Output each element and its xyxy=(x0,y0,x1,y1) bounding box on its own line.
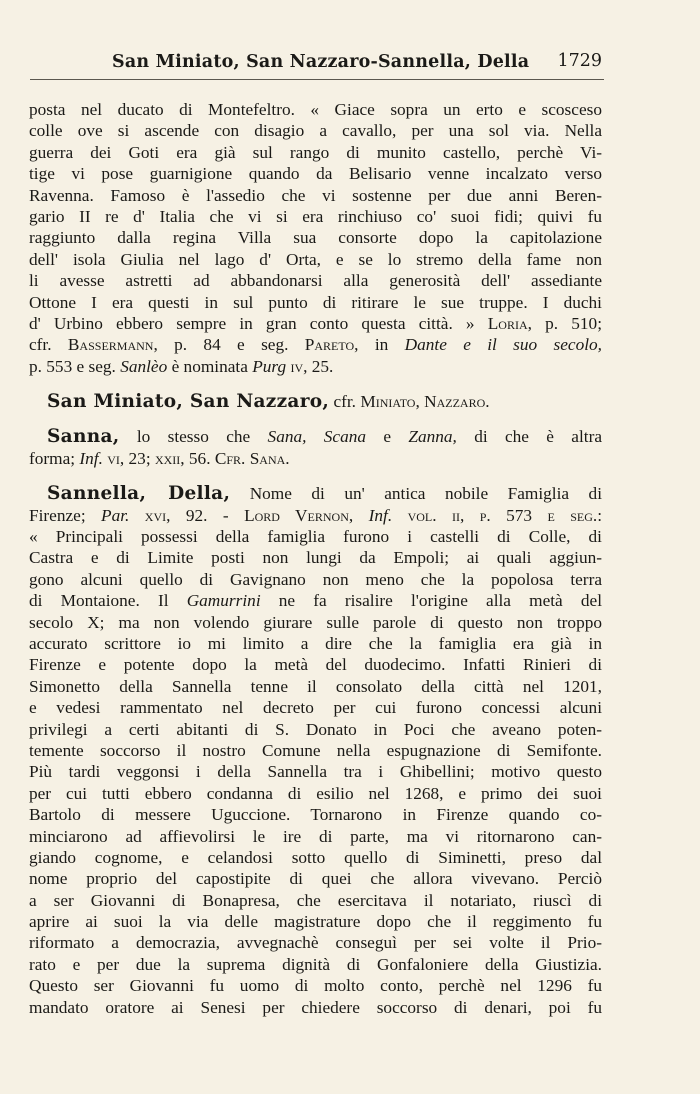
text-line: li avesse astretti ad abbandonarsi alla generosità dell' assediante xyxy=(29,271,602,291)
text-run: , xyxy=(348,505,369,525)
text-line: Più tardi veggonsi i della Sannella tra i Ghibellini; motivo questo xyxy=(29,762,602,782)
work-abbrev: Inf. xyxy=(79,448,103,468)
text-line xyxy=(29,590,602,611)
text-line: giando cognome, e celandosi sotto quello di Siminetti, preso dal xyxy=(29,847,602,867)
text-line: posta nel ducato di Montefeltro. « Giace sopra un erto e scosceso xyxy=(29,100,602,119)
text-run: vol. ii, p. 573 e seg.: xyxy=(392,505,602,525)
author-name: Loria xyxy=(487,313,528,333)
page-number: 1729 xyxy=(557,51,602,71)
spacer xyxy=(29,377,602,391)
text-line: secolo X; ma non volendo giurare sulle parole di questo non troppo xyxy=(29,612,602,632)
text-line: Bartolo di messere Uguccione. Tornarono in Firenze quando co- xyxy=(29,805,602,825)
text-run: Nome di un' antica nobile Famiglia di xyxy=(230,484,602,504)
text-run: cfr. xyxy=(329,392,361,412)
text-run: , in xyxy=(354,335,405,355)
entry-sannella xyxy=(29,483,602,1018)
entry-sanna xyxy=(29,426,602,469)
text-run: e xyxy=(366,427,409,447)
text-run: . xyxy=(485,392,490,412)
paragraph-montefeltro xyxy=(29,99,602,377)
text-run: ne fa risalire l'origine alla metà del xyxy=(260,591,602,611)
text-line: nome proprio del capostipite di quei che allora vivevano. Perciò xyxy=(29,869,602,889)
cross-reference: Nazzaro xyxy=(424,392,486,412)
text-line: Castra e di Limite posti non lungi da Empoli; ai quali aggiun- xyxy=(29,548,602,568)
cross-reference: Sana xyxy=(249,448,286,468)
text-line: Ottone I era questi in sul punto di ritirare le sue truppe. I duchi xyxy=(29,292,602,312)
text-line xyxy=(29,391,602,412)
text-line: aprire ai suoi la via delle magistrature dopo che il reggimento fu xyxy=(29,912,602,932)
text-run: d' Urbino ebbero sempre in gran conto questa città. » xyxy=(29,313,488,333)
text-line: dell' isola Giulia nel lago d' Orta, e se lo stremo della fame non xyxy=(29,249,602,269)
text-line: Questo ser Giovanni fu uomo di molto conto, perchè nel 1296 fu xyxy=(29,976,602,996)
text-run: cfr. xyxy=(29,335,68,355)
text-run: , p. 510; xyxy=(527,313,602,333)
text-line: Ravenna. Famoso è l'assedio che vi sostenne per due anni Beren- xyxy=(29,185,602,205)
cross-reference: Miniato xyxy=(360,392,416,412)
text-line: guerra dei Goti era già sul rango di munito castello, perchè Vi- xyxy=(29,142,602,162)
text-line: « Principali possessi della famiglia furono i castelli di Colle, di xyxy=(29,527,602,547)
text-line: gono alcuni quello di Gavignano non meno che la popolosa terra xyxy=(29,569,602,589)
text-line xyxy=(29,313,602,334)
text-line: e vedesi rammentato nel decreto per cui furono concessi alcuni xyxy=(29,698,602,718)
term: Zanna, xyxy=(408,427,457,447)
entry-headword: San Miniato, San Nazzaro, xyxy=(47,391,330,413)
text-run: lo stesso che xyxy=(119,427,268,447)
text-line: Firenze e potente dopo la metà del duodecimo. Infatti Rinieri di xyxy=(29,655,602,675)
text-run: di che è altra xyxy=(456,427,602,447)
text-line: riformato a democrazia, avvegnachè conseguì per sei volte il Prio- xyxy=(29,933,602,953)
text-line: Simonetto della Sannella tenne il consolato della città nel 1201, xyxy=(29,676,602,696)
work-abbrev: Inf. xyxy=(368,505,393,525)
text-line: colle ove si ascende con disagio a cavallo, per una sol via. Nella xyxy=(29,121,602,141)
text-line xyxy=(29,426,602,447)
text-line: mandato oratore ai Senesi per chiedere soccorso di denari, poi fu xyxy=(29,997,602,1017)
text-line: privilegi a certi abitanti di S. Donato in Poci che aveano poten- xyxy=(29,719,602,739)
text-line: tige vi pose guarnigione quando da Belisario venne incalzato verso xyxy=(29,164,602,184)
text-run: vi, 23; xxii, 56. Cfr. xyxy=(102,448,250,468)
text-line: rato e per due la suprema dignità di Gonfaloniere della Giustizia. xyxy=(29,954,602,974)
text-line: gario II re d' Italia che vi si era rinchiuso co' suoi fidi; quivi fu xyxy=(29,206,602,226)
text-run: p. 553 e seg. xyxy=(29,356,121,376)
spacer xyxy=(29,469,602,483)
text-line: raggiunto dalla regina Villa sua consorte dopo la capitolazione xyxy=(29,228,602,248)
text-line xyxy=(29,448,602,469)
text-run: Firenze; xyxy=(29,505,102,525)
text-line: a ser Giovanni di Bonapresa, che esercitava il notariato, riuscì di xyxy=(29,890,602,910)
page-header xyxy=(30,50,604,78)
text-line: minciarono ad affievolirsi le ire di parte, ma vi ritornarono can- xyxy=(29,826,602,846)
author-name: Lord Vernon xyxy=(244,505,349,525)
text-line xyxy=(29,356,602,377)
running-title: San Miniato, San Nazzaro-Sannella, Della xyxy=(112,52,530,72)
text-run: iv, 25. xyxy=(286,356,334,376)
work-title: Dante e il suo secolo, xyxy=(404,335,602,355)
text-line xyxy=(29,505,602,526)
text-line xyxy=(29,483,602,504)
text-line: accurato scrittore io mi limito a dire che la famiglia era già in xyxy=(29,633,602,653)
author-name: Pareto xyxy=(304,335,355,355)
entry-headword: Sanna, xyxy=(47,426,120,448)
work-abbrev: Purg xyxy=(252,356,287,376)
body-text xyxy=(29,99,602,1018)
text-run: . xyxy=(285,448,290,468)
text-run: , xyxy=(415,392,425,412)
text-line xyxy=(29,334,602,355)
text-run: xvi, 92. - xyxy=(129,505,245,525)
text-run: , p. 84 e seg. xyxy=(153,335,305,355)
text-line: temente soccorso il nostro Comune nella espugnazione di Semifonte. xyxy=(29,740,602,760)
header-rule xyxy=(30,79,604,80)
text-run: di Montaione. Il xyxy=(29,591,187,611)
text-line: per cui tutti ebbero condanna di esilio nel 1268, e primo dei suoi xyxy=(29,783,602,803)
text-run: forma; xyxy=(29,448,80,468)
work-abbrev: Par. xyxy=(101,505,130,525)
spacer xyxy=(29,412,602,426)
author-name: Gamurrini xyxy=(186,591,261,611)
place-name: Sanlèo xyxy=(120,356,168,376)
entry-headword: Sannella, Della, xyxy=(47,483,231,505)
entry-san-miniato xyxy=(29,391,602,412)
text-run: è nominata xyxy=(167,356,253,376)
author-name: Bassermann xyxy=(67,335,154,355)
term: Sana, Scana xyxy=(267,427,366,447)
